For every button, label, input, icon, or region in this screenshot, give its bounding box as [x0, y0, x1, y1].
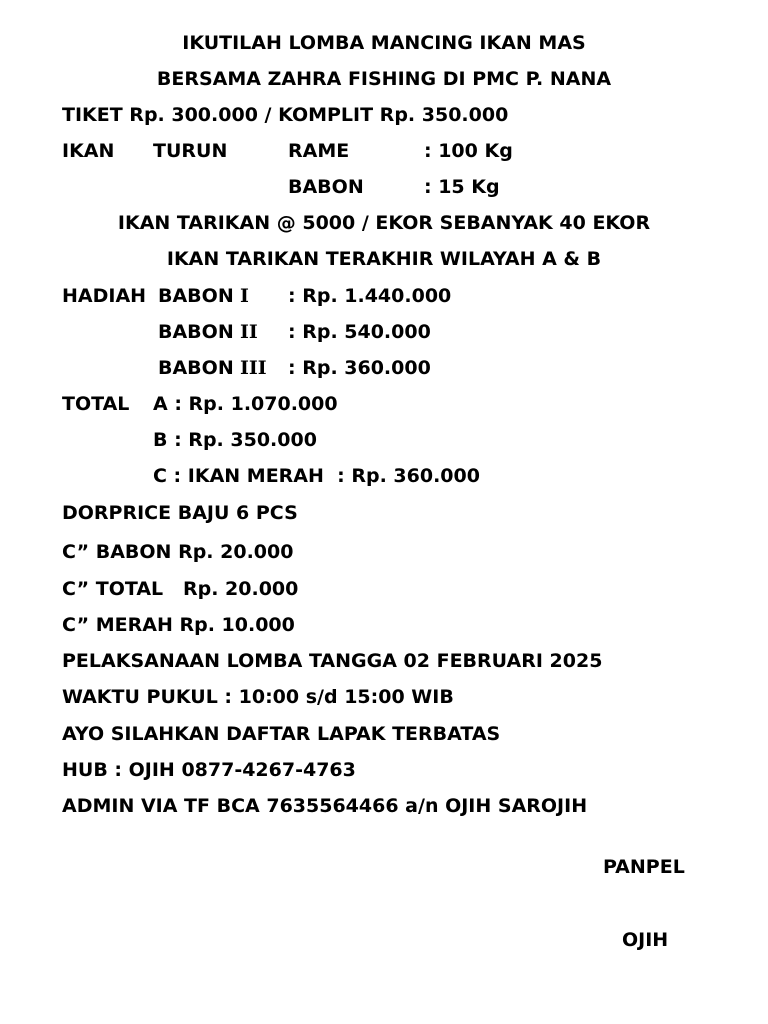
ikan-babon-label: BABON: [288, 176, 364, 198]
c-item-total: C” TOTAL Rp. 20.000: [62, 578, 299, 600]
hadiah-item-3-roman: III: [240, 357, 267, 379]
dorprice: DORPRICE BAJU 6 PCS: [62, 502, 298, 524]
info-contact: HUB : OJIH 0877-4267-4763: [62, 759, 356, 781]
signature-name: OJIH: [622, 929, 669, 951]
ikan-label: IKAN: [62, 140, 115, 162]
info-date: PELAKSANAAN LOMBA TANGGA 02 FEBRUARI 2025: [62, 650, 603, 672]
hadiah-label: HADIAH: [62, 285, 147, 307]
hadiah-item-1-name: BABON: [158, 285, 234, 307]
ikan-rame-label: RAME: [288, 140, 350, 162]
c-item-merah: C” MERAH Rp. 10.000: [62, 614, 295, 636]
c-item-babon: C” BABON Rp. 20.000: [62, 541, 294, 563]
signature-role: PANPEL: [603, 856, 685, 878]
tarikan-line-2: IKAN TARIKAN TERAKHIR WILAYAH A & B: [166, 248, 602, 270]
total-item-c: C : IKAN MERAH : Rp. 360.000: [153, 465, 480, 487]
ticket-price: TIKET Rp. 300.000 / KOMPLIT Rp. 350.000: [62, 104, 509, 126]
title-line-2: BERSAMA ZAHRA FISHING DI PMC P. NANA: [156, 68, 612, 90]
hadiah-item-3-name: BABON: [158, 357, 234, 379]
info-register: AYO SILAHKAN DAFTAR LAPAK TERBATAS: [62, 723, 501, 745]
hadiah-item-1-value: : Rp. 1.440.000: [288, 285, 452, 307]
hadiah-item-1-roman: I: [240, 285, 249, 307]
hadiah-item-2-value: : Rp. 540.000: [288, 321, 431, 343]
total-item-a: A : Rp. 1.070.000: [153, 393, 338, 415]
ikan-babon-value: : 15 Kg: [424, 176, 500, 198]
title-line-1: IKUTILAH LOMBA MANCING IKAN MAS: [182, 32, 586, 54]
info-time: WAKTU PUKUL : 10:00 s/d 15:00 WIB: [62, 686, 454, 708]
total-label: TOTAL: [62, 393, 130, 415]
hadiah-item-2-name: BABON: [158, 321, 234, 343]
tarikan-line-1: IKAN TARIKAN @ 5000 / EKOR SEBANYAK 40 EKOR: [117, 212, 651, 234]
total-item-b: B : Rp. 350.000: [153, 429, 317, 451]
info-payment: ADMIN VIA TF BCA 7635564466 a/n OJIH SAROJIH: [62, 795, 588, 817]
hadiah-item-3-value: : Rp. 360.000: [288, 357, 431, 379]
ikan-rame-value: : 100 Kg: [424, 140, 513, 162]
ikan-turun-label: TURUN: [153, 140, 228, 162]
hadiah-item-2-roman: II: [240, 321, 258, 343]
